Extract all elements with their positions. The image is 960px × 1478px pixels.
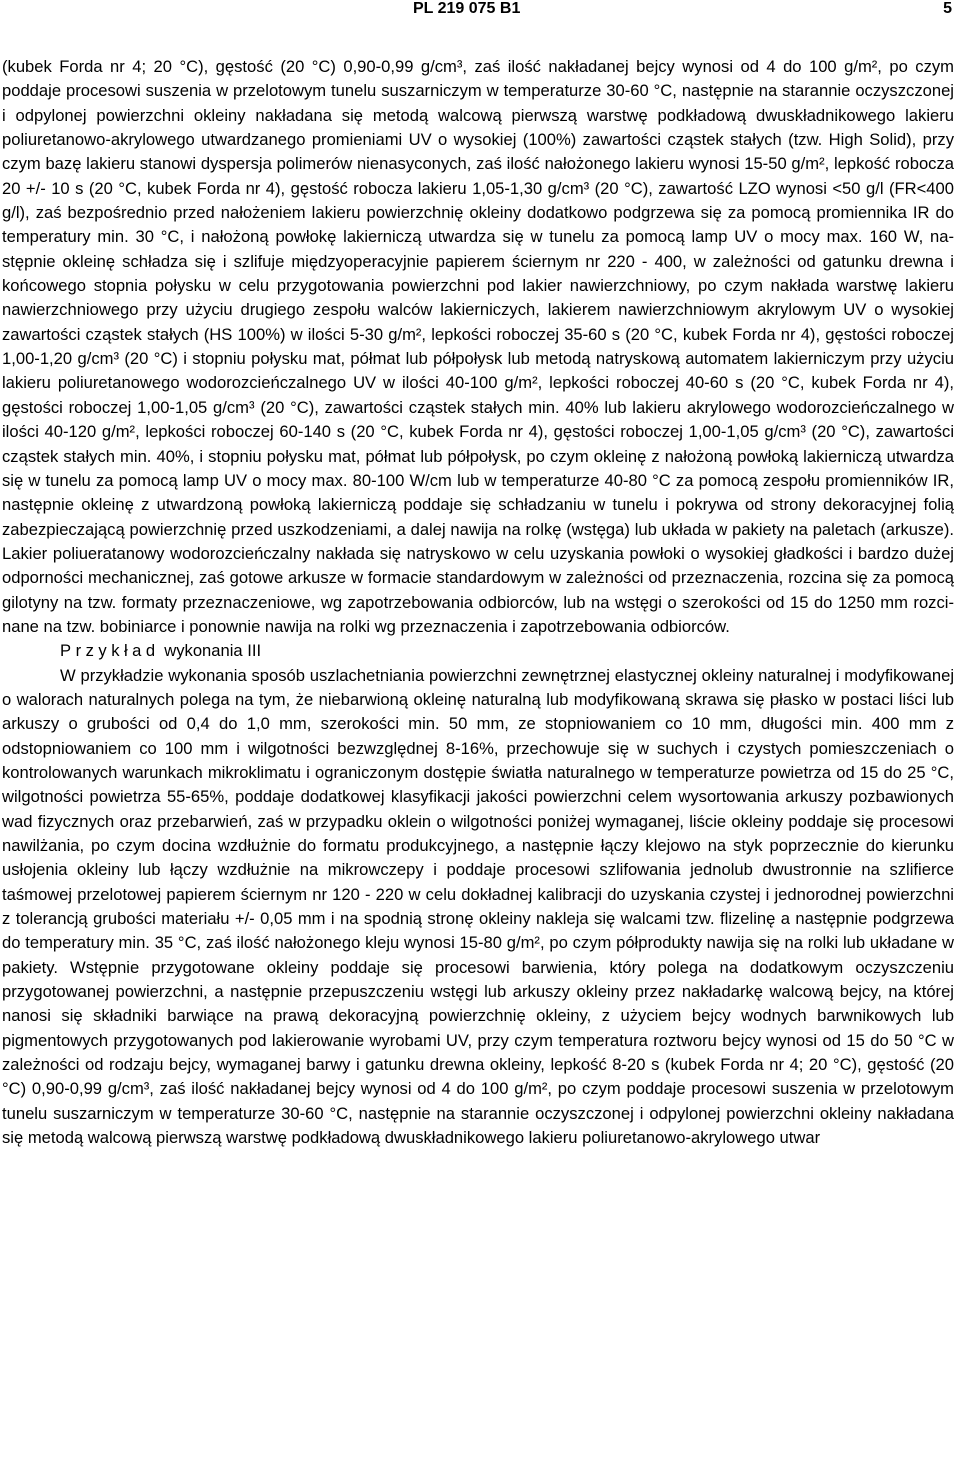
document-body — [2, 55, 954, 1150]
patent-number: PL 219 075 B1 — [413, 0, 521, 17]
page-header — [0, 0, 960, 22]
paragraph-continuation: (kubek Forda nr 4; 20 °C), gęstość (20 °C) 0,90-0,99 g/cm³, zaś ilość nakładanej bejcy wynosi od 4 do 100 g/m², po czym poddaje procesowi suszenia w przelotowym tunelu suszarniczym w temperaturze 30-60 °C, następnie na starannie oczyszczonej i odpylonej powierzchni okleiny nakładana się metodą walcową pierwszą warstwę podkładową dwuskładnikowego lakieru poliuretanowo-akrylowego utwardzanego promieniami UV o wysokiej (100%) zawartości cząstek stałych (tzw. High Solid), przy czym bazę lakieru stanowi dyspersja polimerów nienasyconych, zaś ilość nałożonego lakieru wynosi 15-50 g/m², lepkość robocza 20 +/- 10 s (20 °C, kubek Forda nr 4), gęstość robocza lakieru 1,05-1,30 g/cm³ (20 °C), zawartość LZO wynosi <50 g/l (FR<400 g/l), zaś bezpośrednio przed nałożeniem lakieru powierzchnię okleiny dodatkowo podgrzewa się za pomocą promiennika IR do temperatury min. 30 °C, i nałożoną powłokę lakierniczą utwardza się w tunelu za pomocą lamp UV o mocy max. 160 W, następnie okleinę schładza się i szlifuje międzyoperacyjnie papierem ściernym nr 220 - 400, w zależności od gatunku drewna i końcowego stopnia połysku w celu przygotowania powierzchni pod lakier nawierzchniowy, po czym nakłada warstwę lakieru nawierzchniowego przy użyciu drugiego zespołu walców lakierniczych, lakierem nawierzchniowym akrylowym UV o wysokiej zawartości cząstek stałych (HS 100%) w ilości 5-30 g/m², lepkości roboczej 35-60 s (20 °C, kubek Forda nr 4), gęstości roboczej 1,00-1,20 g/cm³ (20 °C) i stopniu połysku mat, półmat lub półpołysk lub metodą natryskową automatem lakierniczym przy użyciu lakieru poliuretanowego wodorozcieńczalnego UV w ilości 40-100 g/m², lepkości roboczej 40-60 s (20 °C, kubek Forda nr 4), gęstości roboczej 1,00-1,05 g/cm³ (20 °C), zawartości cząstek stałych min. 40% lub lakieru akrylowego wodorozcieńczalnego w ilości 40-120 g/m², lepkości roboczej 60-140 s (20 °C, kubek Forda nr 4), gęstości roboczej 1,00-1,05 g/cm³ (20 °C), zawartości cząstek stałych min. 40%, i stopniu połysku mat, półmat lub półpołysk, po czym okleinę z nałożoną powłoką lakierniczą utwardza się w tunelu za pomocą lamp UV o mocy max. 80-100 W/cm lub w temperaturze 40-80 °C za pomocą zespołu promienników IR, następnie okleinę z utwardzoną powłoką lakierniczą poddaje się schładzaniu w tunelu i pokrywa od strony dekoracyjnej folią zabezpieczającą powierzchnię przed uszkodzeniami, a dalej nawija na rolkę (wstęga) lub układa w pakiety na paletach (arkusze). Lakier poliueratanowy wodorozcieńczalny nakłada się natryskowo w celu uzyskania powłoki o wysokiej gładkości i bardzo dużej odporności mechanicznej, zaś gotowe arkusze w formacie standardowym w zależności od przeznaczenia, rozcina się za pomocą gilotyny na tzw. formaty przeznaczeniowe, wg zapotrzebowania odbiorców, lub na wstęgi o szerokości od 15 do 1250 mm rozcinane na tzw. bobiniarce i ponownie nawija na rolki wg przeznaczenia i zapotrzebowania odbiorców. — [2, 57, 954, 636]
example-heading-label: Przykład — [60, 641, 160, 661]
example-heading — [2, 639, 954, 663]
paragraph-example-3: W przykładzie wykonania sposób uszlachetniania powierzchni zewnętrznej elastycznej okleiny naturalnej i modyfikowanej o walorach naturalnych polega na tym, że niebarwioną okleinę naturalną lub modyfikowaną skrawa się płasko w postaci liści lub arkuszy o grubości od 0,4 do 1,0 mm, szerokości min. 50 mm, ze stopniowaniem co 10 mm, długości min. 400 mm z odstopniowaniem co 100 mm i wilgotności bezwzględnej 8-16%, przechowuje się w suchych i czystych pomieszczeniach o kontrolowanych warunkach mikroklimatu i ograniczonym dostępie światła naturalnego w temperaturze powietrza od 15 do 25 °C, wilgotności powietrza 55-65%, poddaje dodatkowej klasyfikacji jakości powierzchni celem wysortowania arkuszy pozbawionych wad fizycznych oraz przebarwień, zaś w przypadku oklein o wilgotności poniżej wymaganej, liście okleiny poddaje się procesowi nawilżania, po czym docina wzdłużnie do formatu produkcyjnego, a następnie łączy klejowo na styk poprzecznie do kierunku usłojenia okleiny lub łączy wzdłużnie na mikrowczepy i poddaje procesowi szlifowania jednolub dwustronnie na szlifierce taśmowej przelotowej papierem ściernym nr 120 - 220 w celu dokładnej kalibracji do uzyskania czystej i jednorodnej powierzchni z tolerancją grubości materiału +/- 0,05 mm i na spodnią stronę okleiny nakleja się walcami tzw. flizelinę a następnie podgrzewa do temperatury min. 35 °C, zaś ilość nałożonego kleju wynosi 15-80 g/m², po czym półprodukty nawija się na rolki lub układane w pakiety. Wstępnie przygotowane okleiny poddaje się procesowi barwienia, który polega na dodatkowym oczyszczeniu przygotowanej powierzchni, a następnie przepuszczeniu wstęgi lub arkuszy okleiny przez nakładarkę walcową bejcy, na której nanosi się składniki barwiące na prawą dekoracyjną powierzchnię okleiny, z użyciem bejcy wodnych barwnikowych lub pigmentowych przygotowanych pod lakierowanie wyrobami UV, przy czym temperatura roztworu bejcy wynosi od 15 do 50 °C w zależności od rodzaju bejcy, wymaganej barwy i gatunku drewna okleiny, lepkość 8-20 s (kubek Forda nr 4; 20 °C), gęstość (20 °C) 0,90-0,99 g/cm³, zaś ilość nakładanej bejcy wynosi od 4 do 100 g/m², po czym poddaje procesowi suszenia w przelotowym tunelu suszarniczym w temperaturze 30-60 °C, następnie na starannie oczyszczonej i odpylonej powierzchni okleiny nakładana się metodą walcową pierwszą warstwę podkładową dwuskładnikowego lakieru poliuretanowo-akrylowego utwar — [2, 665, 954, 1148]
example-heading-title: wykonania III — [159, 641, 262, 661]
page-number: 5 — [943, 0, 952, 17]
